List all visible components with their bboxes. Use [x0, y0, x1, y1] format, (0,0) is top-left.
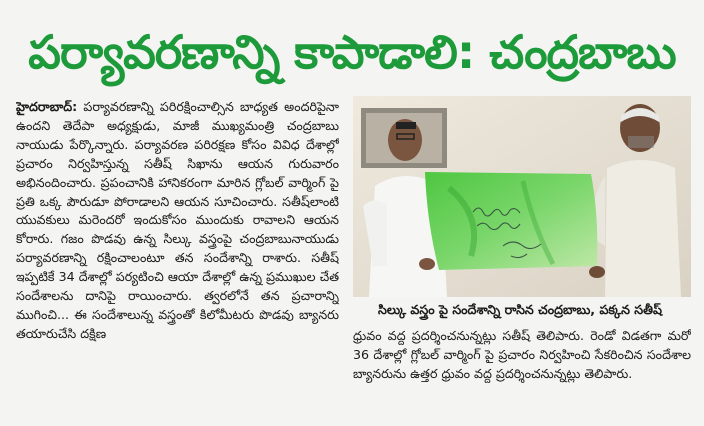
dateline: హైదరాబాద్:: [16, 99, 78, 114]
photo-caption: సిల్కు వస్త్రం పై సందేశాన్ని రాసిన చంద్రబాబు, పక్కన సతీష్: [378, 302, 662, 317]
headline: పర్యావరణాన్ని కాపాడాలి: చంద్రబాబు: [28, 25, 676, 79]
body-text-left: పర్యావరణాన్ని పరిరక్షించాల్సిన బాధ్యత అందరిపైనా ఉందని తెదేపా అధ్యక్షుడు, మాజీ ముఖ్యమంత్రి చంద్రబాబు నాయుడు పేర్కొన్నారు. పర్యావరణ పరిరక్షణ కోసం వివిధ దేశాల్లో ప్రచారం నిర్వహిస్తున్న సతీష్ సిఖాను ఆయన గురువారం అభినందించారు. ప్రపంచానికి హానికరంగా మారిన గ్లోబల్ వార్మింగ్ పై ప్రతి ఒక్క పౌరుడూ పోరాడాలని ఆయన సూచించారు. సతీష్‌లాంటి యువకులు మరెందరో ఇందుకోసం ముందుకు రావాలని ఆయన కోరారు. గజం పొడవు ఉన్న సిల్కు వస్త్రంపై చంద్రబాబునాయుడు పర్యావరణాన్ని రక్షించాలంటూ తన సందేశాన్ని రాశారు. సతీష్ ఇప్పటికే 34 దేశాల్లో పర్యటించి ఆయా దేశాల్లో ఉన్న ప్రముఖుల చేత సందేశాలను దానిపై రాయించారు. త్వరలోనే తన ప్రచారాన్ని ముగించి... ఈ సందేశాలున్న వస్త్రంతో కిలోమీటరు పొడవు బ్యానరు తయారుచేసి దక్షిణ: [16, 99, 339, 341]
news-photo: [353, 96, 691, 297]
article-body-left: [16, 98, 339, 418]
article-body-right: ధ్రువం వద్ద ప్రదర్శించనున్నట్లు సతీష్ తెలిపారు. రెండో విడతగా మరో 36 దేశాల్లో గ్లోబల్ వార్మింగ్ పై ప్రచారం నిర్వహించి సేకరించిన సందేశాల బ్యానరును ఉత్తర ధ్రువం వద్ద ప్రదర్శించనున్నట్లు తెలిపారు.: [353, 328, 691, 381]
photo-illustration: [353, 96, 691, 297]
